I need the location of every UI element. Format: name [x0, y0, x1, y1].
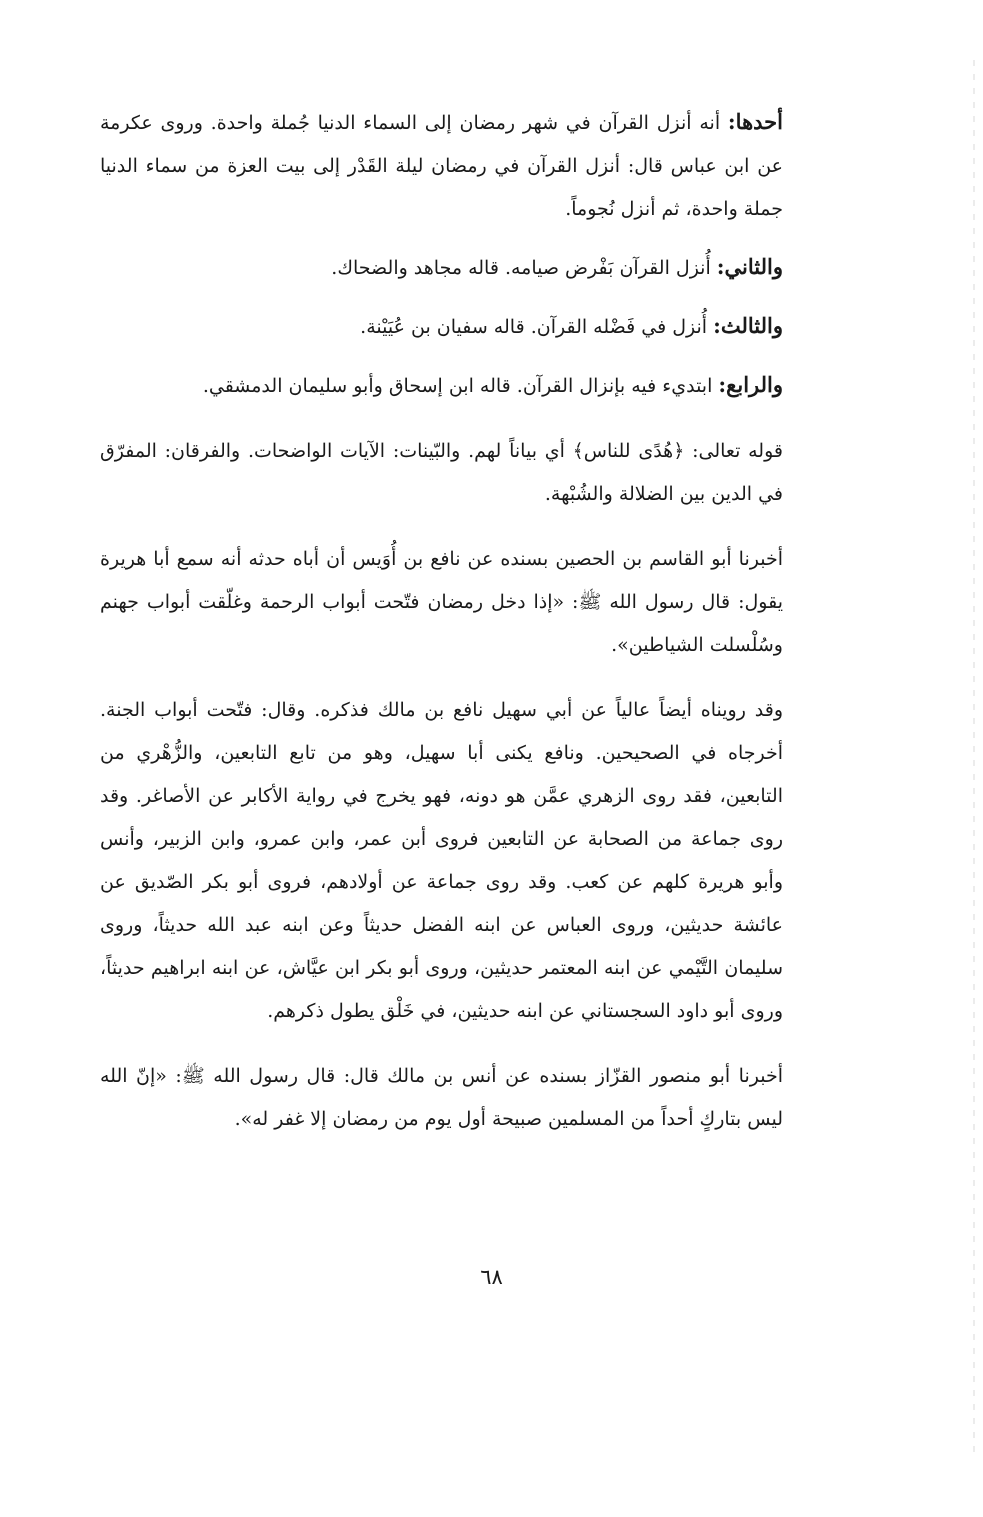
paragraph-text: أخبرنا أبو القاسم بن الحصين بسنده عن نافع بن أُوَيس أن أباه حدثه أنه سمع أبا هريرة يقول: قال رسول الله ﷺ: «إذا دخل رمضان فتّحت أبواب الرحمة وغلّقت أبواب جهنم وسُلْسلت الشياطين».: [100, 548, 783, 656]
paragraph-text: أخبرنا أبو منصور القزّاز بسنده عن أنس بن مالك قال: قال رسول الله ﷺ: «إنّ الله ليس بتاركٍ أحداً من المسلمين صبيحة أول يوم من رمضان إلا غفر له».: [100, 1065, 783, 1130]
paragraph-hadith-ramadan: [100, 538, 783, 667]
paragraph-hadith-forgiveness: [100, 1055, 783, 1141]
page-number: ٦٨: [480, 1265, 503, 1289]
paragraph-text: قوله تعالى: ﴿هُدًى للناس﴾ أي بياناً لهم. والبّينات: الآيات الواضحات. والفرقان: المفرّق في الدين بين الضلالة والشُبْهة.: [100, 440, 783, 505]
paragraph-first: [100, 100, 783, 231]
paragraph-third: [100, 304, 783, 349]
paragraph-text: أنه أنزل القرآن في شهر رمضان إلى السماء الدنيا جُملة واحدة. وروى عكرمة عن ابن عباس قال: أنزل القرآن في رمضان ليلة القَدْر إلى بيت العزة من سماء الدنيا جملة واحدة، ثم أنزل نُجوماً.: [100, 112, 783, 220]
paragraph-lead: والثاني:: [716, 254, 783, 279]
paragraph-lead: أحدها:: [727, 109, 783, 134]
paragraph-text: أُنزل في فَضْله القرآن. قاله سفيان بن عُيَيْنة.: [360, 316, 714, 338]
paragraph-verse-commentary: [100, 430, 783, 516]
paragraph-text: أُنزل القرآن بَفْرض صيامه. قاله مجاهد والضحاك.: [331, 257, 717, 279]
paragraph-lead: والرابع:: [718, 372, 783, 397]
paragraph-fourth: [100, 363, 783, 408]
document-body: [100, 100, 783, 1141]
paragraph-second: [100, 245, 783, 290]
paragraph-text: وقد رويناه أيضاً عالياً عن أبي سهيل نافع بن مالك فذكره. وقال: فتّحت أبواب الجنة. أخرجاه في الصحيحين. ونافع يكنى أبا سهيل، وهو من تابع التابعين، والزُّهْري من التابعين، فقد روى الزهري عمَّن هو دونه، فهو يخرج في رواية الأكابر عن الأصاغر. وقد روى جماعة من الصحابة عن التابعين فروى أبن عمر، وابن عمرو، وابن الزبير، وأنس وأبو هريرة كلهم عن كعب. وقد روى جماعة عن أولادهم، فروى أبو بكر الصّديق عن عائشة حديثين، وروى العباس عن ابنه الفضل حديثاً وعن ابنه عبد الله حديثاً، وروى سليمان التَّيْمي عن ابنه المعتمر حديثين، وروى أبو بكر ابن عيَّاش، عن ابنه ابراهيم حديثاً، وروى أبو داود السجستاني عن ابنه حديثين، في خَلْق يطول ذكرهم.: [100, 699, 783, 1022]
page-edge-mark: [973, 60, 975, 1460]
paragraph-text: ابتديء فيه بإنزال القرآن. قاله ابن إسحاق وأبو سليمان الدمشقي.: [202, 375, 719, 397]
paragraph-lead: والثالث:: [713, 313, 783, 338]
paragraph-narration-chain: [100, 689, 783, 1033]
